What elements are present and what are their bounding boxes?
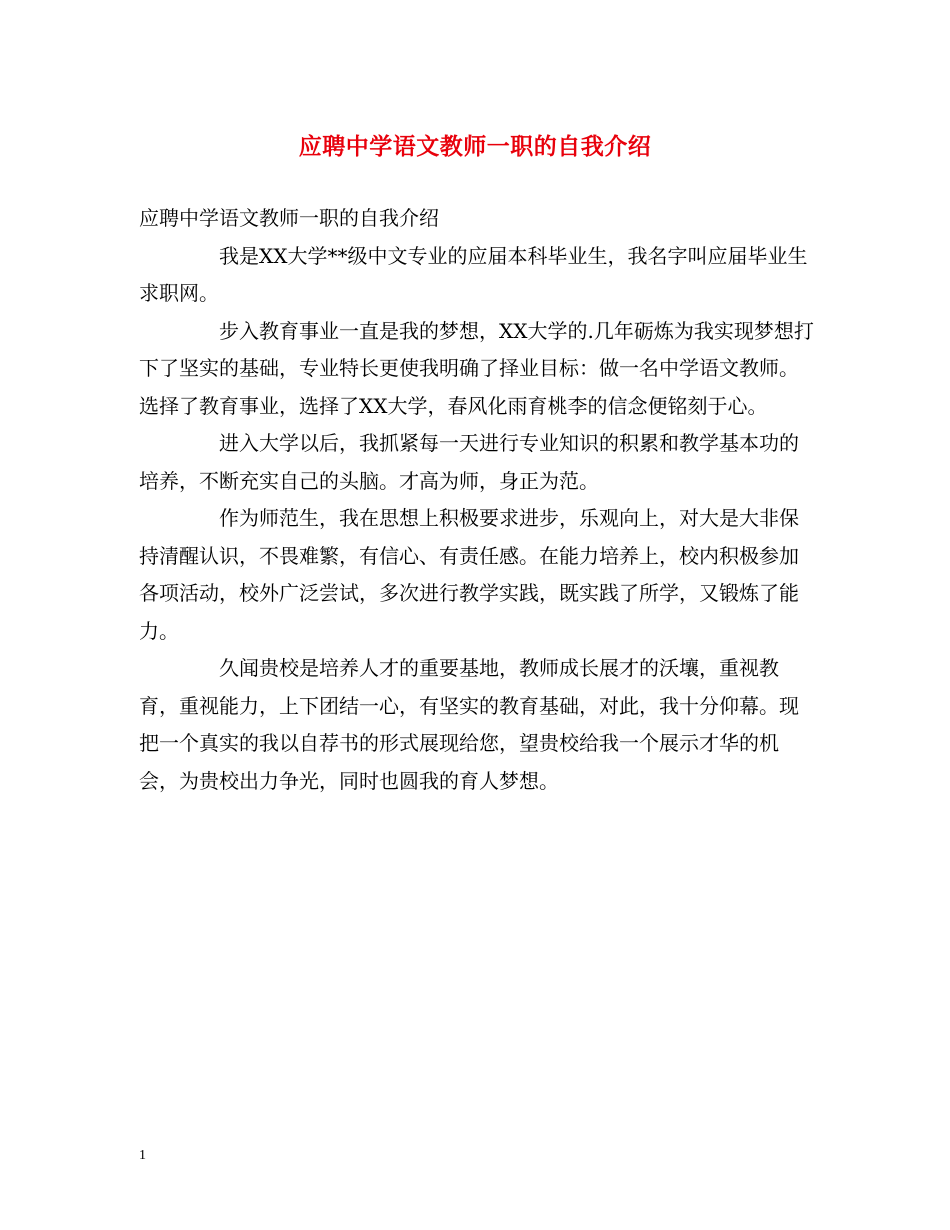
document-title: 应聘中学语文教师一职的自我介绍 bbox=[298, 133, 652, 160]
paragraph-3: 进入大学以后，我抓紧每一天进行专业知识的积累和教学基本功的培养，不断充实自己的头脑。才高为师，身正为范。 bbox=[139, 431, 799, 493]
paragraph-4: 作为师范生，我在思想上积极要求进步，乐观向上，对大是大非保持清醒认识，不畏难繁，有信心、有责任感。在能力培养上，校内积极参加各项活动，校外广泛尝试，多次进行教学实践，既实践了所学，又锻炼了能力。 bbox=[139, 506, 799, 643]
document-subtitle: 应聘中学语文教师一职的自我介绍 bbox=[139, 206, 439, 230]
page-number: 1 bbox=[139, 1148, 146, 1163]
paragraph-5: 久闻贵校是培养人才的重要基地，教师成长展才的沃壤，重视教育，重视能力，上下团结一心，有坚实的教育基础，对此，我十分仰幕。现把一个真实的我以自荐书的形式展现给您，望贵校给我一个展示才华的机会，为贵校出力争光，同时也圆我的育人梦想。 bbox=[139, 656, 799, 793]
paragraph-1: 我是XX大学**级中文专业的应届本科毕业生，我名字叫应届毕业生求职网。 bbox=[139, 243, 808, 305]
paragraph-2: 步入教育事业一直是我的梦想，XX大学的.几年砺炼为我实现梦想打下了坚实的基础，专业特长更使我明确了择业目标：做一名中学语文教师。选择了教育事业，选择了XX大学，春风化雨育桃李的信念便铭刻于心。 bbox=[139, 318, 814, 418]
document-body bbox=[139, 200, 815, 800]
